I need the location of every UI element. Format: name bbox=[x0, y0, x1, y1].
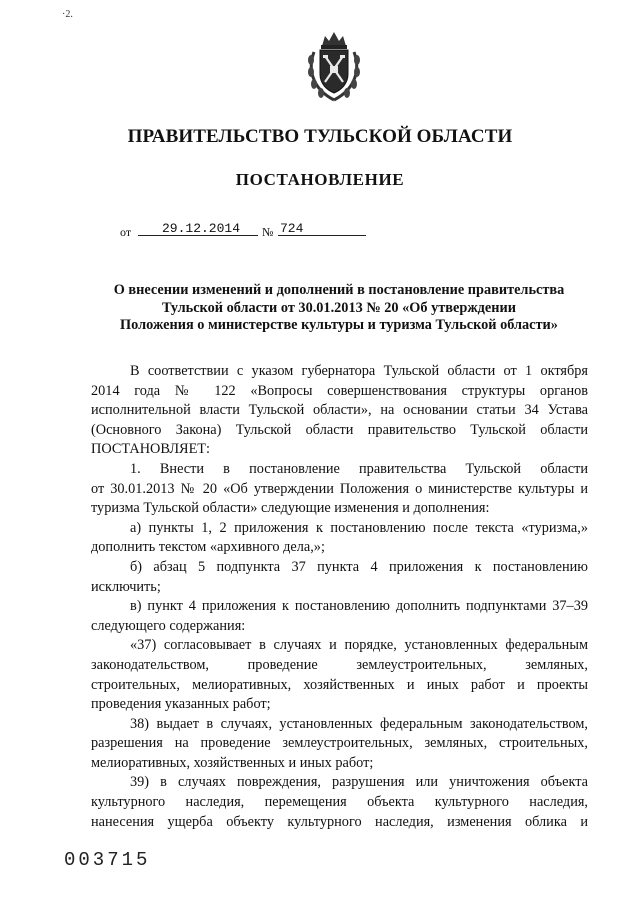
serial-number: 003715 bbox=[64, 849, 151, 871]
body-line: законодательством, проведение землеустроительных, земляных, bbox=[91, 656, 588, 673]
date-label: от bbox=[120, 225, 132, 239]
body-line: 2014 года № 122 «Вопросы совершенствования структуры органов bbox=[91, 382, 588, 399]
body-line: (Основного Закона) Тульской области правительство Тульской области bbox=[91, 421, 588, 438]
body-line: б) абзац 5 подпункта 37 пункта 4 приложения к постановлению bbox=[130, 558, 588, 575]
body-line: исключить; bbox=[91, 578, 161, 595]
body-line: 38) выдает в случаях, установленных федеральным законодательством, bbox=[130, 715, 588, 732]
body-line: 1. Внести в постановление правительства Тульской области bbox=[130, 460, 588, 477]
body-line: ПОСТАНОВЛЯЕТ: bbox=[91, 441, 211, 458]
body-line: «37) согласовывает в случаях и порядке, установленных федеральным bbox=[130, 637, 588, 654]
body-line: 39) в случаях повреждения, разрушения или уничтожения объекта bbox=[130, 774, 588, 791]
body-line: разрешения на проведение землеустроительных, земляных, строительных, bbox=[91, 735, 588, 752]
heading-line: О внесении изменений и дополнений в постановление правительства bbox=[113, 282, 565, 298]
body-line: а) пункты 1, 2 приложения к постановлению после текста «туризма,» bbox=[130, 519, 588, 536]
body-line: строительных, мелиоративных, хозяйственных и иных работ и проекты bbox=[91, 676, 588, 693]
body-line: в) пункт 4 приложения к постановлению дополнить подпунктами 37–39 bbox=[130, 598, 588, 615]
number-label: № bbox=[262, 225, 274, 239]
document-heading bbox=[90, 282, 588, 335]
document-type: ПОСТАНОВЛЕНИЕ bbox=[235, 170, 405, 189]
body-line: В соответствии с указом губернатора Тульской области от 1 октября bbox=[130, 363, 588, 379]
body-line: туризма Тульской области» следующие изменения и дополнения: bbox=[91, 500, 490, 517]
body-line: следующего содержания: bbox=[91, 617, 246, 634]
document-body bbox=[91, 362, 588, 832]
body-line: нанесения ущерба объекту культурного наследия, изменения облика и bbox=[91, 813, 588, 830]
body-line: дополнить текстом «архивного дела,»; bbox=[91, 539, 325, 556]
coat-of-arms-icon bbox=[305, 26, 363, 104]
corner-mark: ·2. bbox=[62, 9, 73, 20]
document-number: 724 bbox=[278, 221, 366, 236]
heading-line: Тульской области от 30.01.2013 № 20 «Об утверждении bbox=[162, 299, 516, 316]
body-line: культурного наследия, перемещения объекта культурного наследия, bbox=[91, 794, 588, 811]
organization-title: ПРАВИТЕЛЬСТВО ТУЛЬСКОЙ ОБЛАСТИ bbox=[127, 126, 513, 147]
body-line: от 30.01.2013 № 20 «Об утверждении Положения о министерстве культуры и bbox=[91, 480, 588, 497]
document-date: 29.12.2014 bbox=[138, 221, 258, 236]
body-line: проведения указанных работ; bbox=[91, 696, 271, 713]
body-line: мелиоративных, хозяйственных и иных работ; bbox=[91, 754, 374, 771]
heading-line: Положения о министерстве культуры и туризма Тульской области» bbox=[120, 317, 558, 333]
body-line: исполнительной власти Тульской области», на основании статьи 34 Устава bbox=[91, 402, 588, 419]
